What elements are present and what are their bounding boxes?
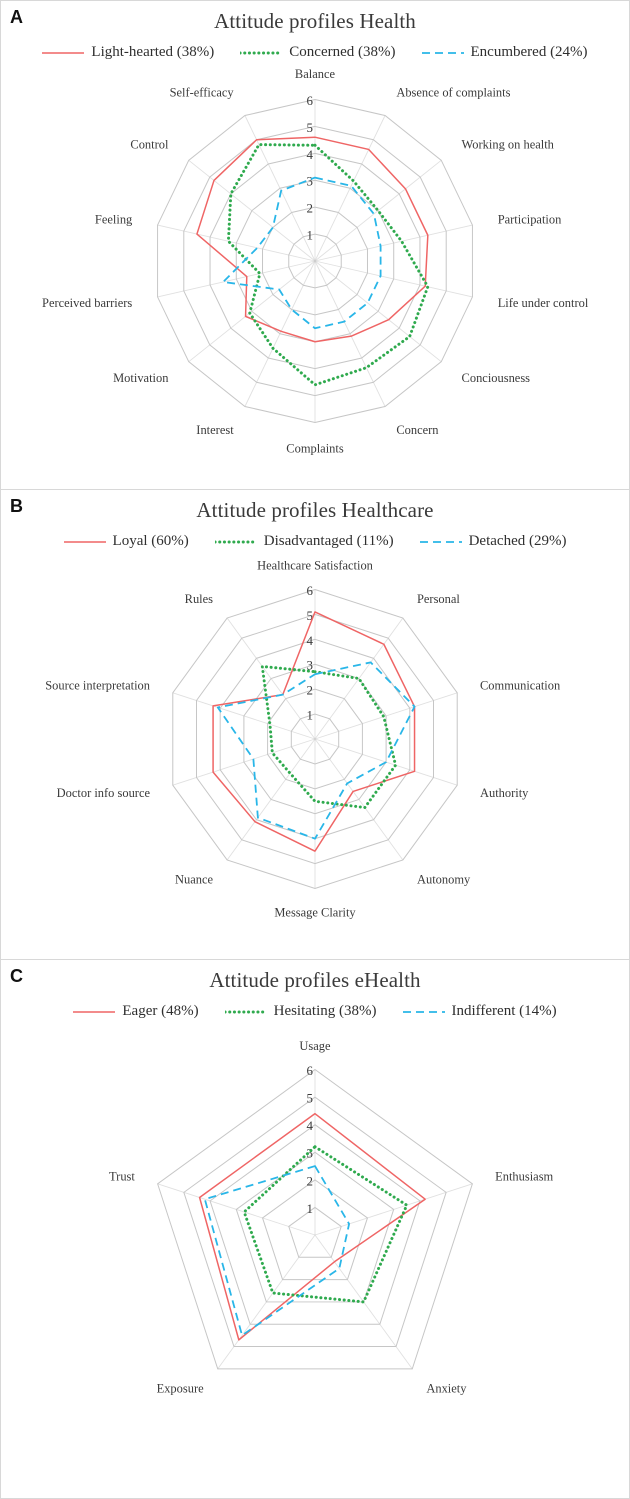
axis-label: Concern (396, 423, 439, 438)
legend-label: Eager (48%) (122, 1003, 199, 1019)
tick-label: 1 (306, 1200, 314, 1216)
legend-swatch-dotted (215, 536, 257, 548)
tick-label: 4 (306, 632, 314, 648)
axis-label: Personal (416, 591, 460, 606)
legend-item[interactable] (403, 1003, 557, 1020)
legend-label: Detached (29%) (468, 533, 567, 549)
tick-label: 4 (306, 146, 314, 162)
panel-a (0, 0, 630, 490)
tick-label: 6 (306, 582, 314, 598)
legend-swatch-solid (64, 536, 106, 548)
tick-label: 5 (306, 119, 314, 135)
tick-label: 6 (306, 1063, 314, 1079)
legend-item[interactable] (240, 44, 395, 61)
legend-item[interactable] (225, 1003, 377, 1020)
radar-chart-b (1, 550, 629, 928)
legend-item[interactable] (422, 44, 588, 61)
axis-label: Complaints (286, 441, 344, 456)
axis-label: Working on health (461, 137, 554, 152)
axis-label: Autonomy (416, 872, 471, 887)
panel-letter: C (10, 966, 23, 986)
axis-label: Healthcare Satisfaction (257, 558, 373, 573)
axis-label: Nuance (174, 872, 214, 887)
axis-label: Life under control (497, 295, 589, 310)
radar-series-dashed (223, 178, 380, 329)
legend-item[interactable] (42, 44, 214, 61)
axis-label: Enthusiasm (495, 1169, 554, 1184)
chart-legend (1, 44, 629, 61)
tick-label: 1 (306, 707, 314, 723)
axis-label: Feeling (94, 212, 133, 227)
legend-swatch-dotted (225, 1006, 267, 1018)
radar-series-group (213, 612, 414, 851)
axis-label: Exposure (156, 1381, 204, 1396)
radar-tick-labels (307, 1063, 314, 1216)
legend-item[interactable] (64, 533, 189, 550)
legend-swatch-dotted (240, 47, 282, 59)
radar-grid (158, 100, 473, 423)
legend-swatch-solid (73, 1006, 115, 1018)
radar-series-dotted (262, 666, 395, 807)
radar-chart-a (1, 61, 629, 461)
tick-label: 6 (306, 92, 314, 108)
axis-label: Authority (479, 785, 529, 800)
tick-label: 5 (306, 607, 314, 623)
axis-label: Interest (196, 423, 234, 438)
chart-area (1, 61, 629, 461)
axis-label: Source interpretation (45, 678, 151, 693)
radar-chart-c (1, 1020, 629, 1450)
legend-label: Light-hearted (38%) (91, 44, 215, 60)
chart-area (1, 550, 629, 928)
tick-label: 5 (306, 1090, 314, 1106)
axis-label: Balance (294, 66, 336, 81)
radar-axis-labels (45, 559, 561, 920)
chart-legend (1, 1003, 629, 1020)
axis-label: Rules (184, 591, 214, 606)
legend-label: Concerned (38%) (289, 44, 396, 60)
legend-label: Hesitating (38%) (273, 1003, 377, 1019)
radar-tick-labels (307, 583, 314, 723)
legend-label: Loyal (60%) (112, 533, 189, 549)
legend-item[interactable] (73, 1003, 198, 1020)
axis-label: Absence of complaints (396, 85, 511, 100)
legend-swatch-solid (42, 47, 84, 59)
chart-area (1, 1020, 629, 1450)
axis-label: Perceived barriers (42, 295, 133, 310)
tick-label: 3 (306, 657, 314, 673)
tick-label: 1 (306, 227, 314, 243)
chart-legend (1, 533, 629, 550)
radar-tick-labels (307, 93, 314, 243)
radar-axis-labels (109, 1039, 554, 1396)
panel-title: Attitude profiles Healthcare (196, 498, 434, 522)
legend-item[interactable] (420, 533, 567, 550)
panel-b (0, 490, 630, 960)
panel-title: Attitude profiles Health (214, 9, 416, 33)
legend-swatch-dashed (403, 1006, 445, 1018)
panel-letter: A (10, 7, 23, 27)
axis-label: Anxiety (426, 1381, 467, 1396)
legend-label: Disadvantaged (11%) (263, 533, 394, 549)
panel-letter: B (10, 496, 23, 516)
tick-label: 2 (306, 682, 314, 698)
tick-label: 2 (306, 200, 314, 216)
axis-label: Trust (109, 1169, 135, 1184)
axis-label: Message Clarity (274, 905, 356, 920)
tick-label: 3 (306, 173, 314, 189)
axis-label: Self-efficacy (169, 85, 234, 100)
axis-label: Conciousness (461, 371, 531, 386)
legend-swatch-dashed (420, 536, 462, 548)
tick-label: 3 (306, 1145, 314, 1161)
axis-label: Doctor info source (56, 785, 151, 800)
axis-label: Communication (479, 678, 561, 693)
legend-item[interactable] (215, 533, 394, 550)
tick-label: 4 (306, 1118, 314, 1134)
panel-c (0, 960, 630, 1499)
tick-label: 2 (306, 1173, 314, 1189)
axis-label: Motivation (113, 371, 169, 386)
axis-label: Usage (299, 1038, 331, 1053)
legend-label: Encumbered (24%) (470, 44, 588, 60)
axis-label: Participation (497, 212, 562, 227)
legend-label: Indifferent (14%) (451, 1003, 557, 1019)
panel-title: Attitude profiles eHealth (209, 968, 421, 992)
legend-swatch-dashed (422, 47, 464, 59)
axis-label: Control (130, 137, 169, 152)
radar-series-solid (213, 612, 414, 851)
